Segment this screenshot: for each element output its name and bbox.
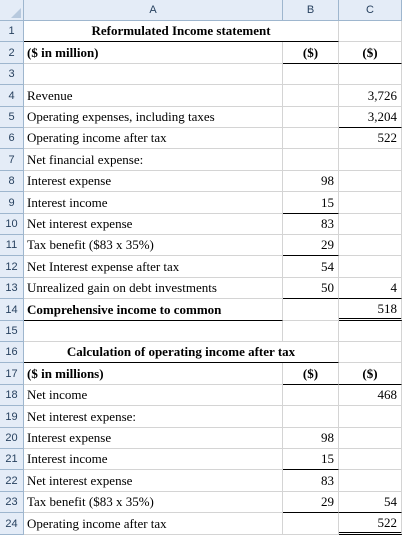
row-header[interactable]: 23 [0, 492, 24, 513]
cell-a[interactable]: Revenue [24, 85, 283, 107]
cell-a[interactable]: Tax benefit ($83 x 35%) [24, 235, 283, 256]
cell-b[interactable] [283, 107, 339, 128]
cell-c[interactable]: ($) [339, 363, 402, 385]
cell-a[interactable]: ($ in millions) [24, 363, 283, 385]
cell-b[interactable] [283, 385, 339, 406]
cell-c[interactable] [339, 256, 402, 278]
cell-b[interactable]: 98 [283, 428, 339, 449]
row-header[interactable]: 15 [0, 321, 24, 342]
row-header[interactable]: 9 [0, 192, 24, 214]
cell-c[interactable] [339, 171, 402, 192]
cell-c[interactable] [339, 428, 402, 449]
cell-c[interactable]: 3,726 [339, 85, 402, 107]
cell-b[interactable]: ($) [283, 363, 339, 385]
cell-b[interactable] [283, 64, 339, 85]
cell-a[interactable]: Operating income after tax [24, 128, 283, 149]
row-header[interactable]: 24 [0, 513, 24, 535]
row-header[interactable]: 12 [0, 256, 24, 278]
cell-a[interactable]: ($ in million) [24, 42, 283, 64]
row-header[interactable]: 18 [0, 385, 24, 406]
cell-c[interactable] [339, 449, 402, 470]
cell-b[interactable] [283, 513, 339, 535]
row-header[interactable]: 6 [0, 128, 24, 149]
cell-b[interactable]: 83 [283, 470, 339, 492]
cell-c[interactable] [339, 321, 402, 342]
cell-b[interactable] [283, 128, 339, 149]
cell-c[interactable] [339, 21, 402, 42]
cell-b[interactable] [283, 85, 339, 107]
row-header[interactable]: 19 [0, 406, 24, 428]
cell-c[interactable]: 4 [339, 278, 402, 299]
cell-a[interactable]: Net income [24, 385, 283, 406]
row-header[interactable]: 5 [0, 107, 24, 128]
cell-c[interactable]: 522 [339, 128, 402, 149]
merged-title-cell[interactable]: Reformulated Income statement [24, 21, 339, 42]
cell-a[interactable]: Operating expenses, including taxes [24, 107, 283, 128]
cell-c[interactable] [339, 64, 402, 85]
cell-b[interactable]: ($) [283, 42, 339, 64]
row-header[interactable]: 17 [0, 363, 24, 385]
select-all-triangle-icon [11, 8, 21, 18]
row-header[interactable]: 13 [0, 278, 24, 299]
cell-b[interactable]: 29 [283, 492, 339, 513]
cell-a[interactable]: Net interest expense: [24, 406, 283, 428]
merged-title-cell[interactable]: Calculation of operating income after tax [24, 342, 339, 363]
row-header[interactable]: 16 [0, 342, 24, 363]
cell-b[interactable]: 98 [283, 171, 339, 192]
row-header[interactable]: 3 [0, 64, 24, 85]
cell-c[interactable]: 3,204 [339, 107, 402, 128]
cell-c[interactable] [339, 342, 402, 363]
cell-c[interactable]: 54 [339, 492, 402, 513]
cell-c[interactable] [339, 149, 402, 171]
cell-a[interactable] [24, 64, 283, 85]
select-all-corner[interactable] [0, 0, 24, 21]
row-header[interactable]: 22 [0, 470, 24, 492]
column-header-a[interactable]: A [24, 0, 283, 21]
cell-c[interactable]: 518 [339, 299, 402, 321]
cell-a[interactable]: Interest expense [24, 428, 283, 449]
row-header[interactable]: 1 [0, 21, 24, 42]
cell-b[interactable] [283, 299, 339, 321]
cell-c[interactable] [339, 406, 402, 428]
cell-a[interactable]: Interest expense [24, 171, 283, 192]
cell-b[interactable] [283, 321, 339, 342]
cell-b[interactable]: 15 [283, 192, 339, 214]
cell-c[interactable] [339, 192, 402, 214]
cell-b[interactable] [283, 149, 339, 171]
cell-a[interactable] [24, 321, 283, 342]
row-header[interactable]: 8 [0, 171, 24, 192]
cell-a[interactable]: Net interest expense [24, 470, 283, 492]
row-header[interactable]: 20 [0, 428, 24, 449]
cell-c[interactable]: 522 [339, 513, 402, 535]
row-header[interactable]: 21 [0, 449, 24, 470]
cell-b[interactable] [283, 406, 339, 428]
cell-b[interactable]: 15 [283, 449, 339, 470]
row-header[interactable]: 10 [0, 214, 24, 235]
cell-a[interactable]: Interest income [24, 192, 283, 214]
cell-b[interactable]: 83 [283, 214, 339, 235]
row-header[interactable]: 14 [0, 299, 24, 321]
cell-c[interactable] [339, 470, 402, 492]
cell-c[interactable] [339, 214, 402, 235]
column-header-c[interactable]: C [339, 0, 402, 21]
row-header[interactable]: 7 [0, 149, 24, 171]
row-header[interactable]: 2 [0, 42, 24, 64]
cell-b[interactable]: 29 [283, 235, 339, 256]
cell-a[interactable]: Net financial expense: [24, 149, 283, 171]
cell-c[interactable]: 468 [339, 385, 402, 406]
cell-a[interactable]: Net Interest expense after tax [24, 256, 283, 278]
cell-a[interactable]: Net interest expense [24, 214, 283, 235]
cell-a[interactable]: Tax benefit ($83 x 35%) [24, 492, 283, 513]
cell-c[interactable] [339, 235, 402, 256]
cell-b[interactable]: 54 [283, 256, 339, 278]
row-header[interactable]: 4 [0, 85, 24, 107]
cell-b[interactable]: 50 [283, 278, 339, 299]
column-header-b[interactable]: B [283, 0, 339, 21]
cell-a[interactable]: Operating income after tax [24, 513, 283, 535]
cell-a[interactable]: Interest income [24, 449, 283, 470]
cell-a[interactable]: Comprehensive income to common [24, 299, 283, 321]
cell-a[interactable]: Unrealized gain on debt investments [24, 278, 283, 299]
row-header[interactable]: 11 [0, 235, 24, 256]
cell-c[interactable]: ($) [339, 42, 402, 64]
